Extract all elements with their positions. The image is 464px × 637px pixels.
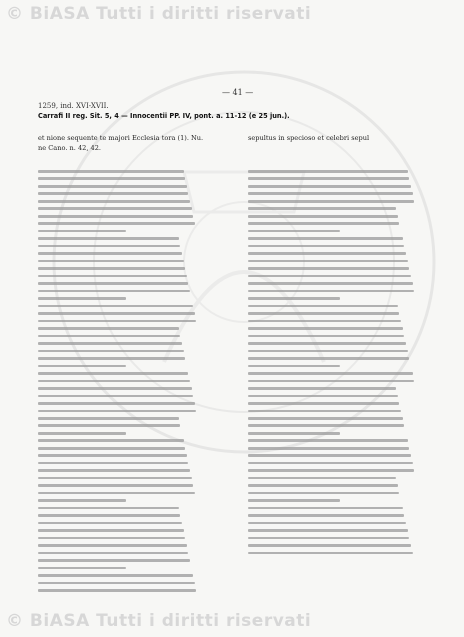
illegible-text-line	[38, 290, 190, 293]
illegible-text-line	[38, 567, 126, 570]
illegible-text-line	[38, 544, 187, 547]
illegible-text-line	[38, 320, 196, 323]
illegible-text-line	[38, 537, 185, 540]
illegible-text-line	[248, 537, 409, 540]
illegible-text-line	[248, 529, 408, 532]
illegible-text-line	[248, 200, 414, 203]
header-date-line: 1259, ind. XVI-XVII.	[38, 102, 109, 110]
illegible-text-line	[38, 395, 193, 398]
illegible-text-line	[38, 559, 190, 562]
illegible-text-line	[38, 312, 195, 315]
illegible-text-line	[38, 230, 126, 233]
illegible-text-line	[248, 454, 411, 457]
illegible-text-line	[38, 417, 179, 420]
illegible-text-line	[38, 342, 182, 345]
illegible-text-line	[38, 192, 188, 195]
illegible-text-line	[38, 260, 184, 263]
intro-right-text: sepultus in specioso et celebri sepul	[248, 134, 370, 142]
illegible-text-line	[248, 484, 398, 487]
illegible-text-line	[38, 222, 195, 225]
illegible-text-line	[248, 290, 414, 293]
page-number: — 41 —	[222, 88, 254, 97]
illegible-text-line	[38, 424, 180, 427]
illegible-text-line	[248, 177, 409, 180]
illegible-text-line	[38, 492, 195, 495]
text-column-right	[248, 170, 416, 565]
illegible-text-line	[38, 237, 179, 240]
illegible-text-line	[248, 350, 408, 353]
illegible-text-line	[248, 552, 413, 555]
illegible-text-line	[248, 327, 403, 330]
illegible-text-line	[248, 492, 399, 495]
illegible-text-line	[248, 297, 340, 300]
illegible-text-line	[38, 477, 192, 480]
illegible-text-line	[248, 522, 406, 525]
illegible-text-line	[248, 469, 414, 472]
illegible-text-line	[38, 207, 192, 210]
illegible-text-line	[38, 335, 180, 338]
illegible-text-line	[38, 552, 188, 555]
illegible-text-line	[248, 372, 413, 375]
illegible-text-line	[248, 260, 408, 263]
illegible-text-line	[248, 507, 403, 510]
illegible-text-line	[38, 582, 195, 585]
illegible-text-line	[38, 245, 180, 248]
illegible-text-line	[248, 185, 411, 188]
illegible-text-line	[38, 484, 193, 487]
illegible-text-line	[248, 544, 411, 547]
illegible-text-line	[248, 439, 408, 442]
watermark-bottom: © BiASA Tutti i diritti riservati	[6, 611, 312, 631]
illegible-text-line	[248, 514, 404, 517]
illegible-text-line	[248, 424, 404, 427]
illegible-text-line	[38, 529, 184, 532]
illegible-text-line	[38, 215, 193, 218]
illegible-text-line	[38, 589, 196, 592]
illegible-text-line	[248, 267, 409, 270]
illegible-text-line	[248, 447, 409, 450]
illegible-text-line	[38, 357, 185, 360]
illegible-text-line	[38, 350, 184, 353]
illegible-text-line	[38, 507, 179, 510]
illegible-text-line	[38, 252, 182, 255]
illegible-text-line	[248, 417, 403, 420]
illegible-text-line	[248, 462, 413, 465]
illegible-text-line	[38, 200, 190, 203]
intro-left-text: et nione sequente te majori Ecclesia tora (1). Nu. ne Cano. n. 42, 42.	[38, 134, 204, 152]
illegible-text-line	[38, 447, 185, 450]
illegible-text-line	[248, 395, 398, 398]
illegible-text-line	[38, 432, 126, 435]
illegible-text-line	[248, 305, 398, 308]
illegible-text-line	[38, 297, 126, 300]
illegible-text-line	[248, 215, 398, 218]
illegible-text-line	[38, 282, 188, 285]
illegible-text-line	[38, 410, 196, 413]
illegible-text-line	[38, 372, 188, 375]
illegible-text-line	[38, 327, 179, 330]
illegible-text-line	[38, 454, 187, 457]
illegible-text-line	[38, 514, 180, 517]
illegible-text-line	[248, 252, 406, 255]
illegible-text-line	[248, 282, 413, 285]
illegible-text-line	[248, 320, 401, 323]
illegible-text-line	[38, 275, 187, 278]
illegible-text-line	[248, 365, 340, 368]
illegible-text-line	[38, 365, 126, 368]
illegible-text-line	[248, 380, 414, 383]
illegible-text-line	[248, 207, 396, 210]
illegible-text-line	[38, 305, 193, 308]
illegible-text-line	[38, 499, 126, 502]
illegible-text-line	[38, 170, 184, 173]
illegible-text-line	[38, 522, 182, 525]
illegible-text-line	[38, 469, 190, 472]
illegible-text-line	[38, 439, 184, 442]
illegible-text-line	[38, 462, 188, 465]
illegible-text-line	[248, 432, 340, 435]
watermark-top: © BiASA Tutti i diritti riservati	[6, 4, 312, 24]
illegible-text-line	[248, 192, 413, 195]
illegible-text-line	[38, 380, 190, 383]
header-title-line: Carrafi II reg. Sit. 5, 4 — Innocentii PP. IV, pont. a. 11-12 (e 25 jun.).	[38, 112, 290, 120]
illegible-text-line	[248, 402, 399, 405]
illegible-text-line	[248, 335, 404, 338]
illegible-text-line	[38, 402, 195, 405]
illegible-text-line	[248, 477, 396, 480]
illegible-text-line	[248, 387, 396, 390]
illegible-text-line	[38, 387, 192, 390]
text-column-left	[38, 170, 198, 600]
illegible-text-line	[248, 312, 399, 315]
illegible-text-line	[248, 237, 403, 240]
illegible-text-line	[248, 275, 411, 278]
illegible-text-line	[38, 177, 185, 180]
illegible-text-line	[248, 230, 340, 233]
illegible-text-line	[248, 222, 399, 225]
illegible-text-line	[248, 170, 408, 173]
illegible-text-line	[38, 267, 185, 270]
illegible-text-line	[38, 185, 187, 188]
illegible-text-line	[248, 245, 404, 248]
illegible-text-line	[248, 410, 401, 413]
illegible-text-line	[248, 499, 340, 502]
illegible-text-line	[248, 342, 406, 345]
illegible-text-line	[248, 357, 409, 360]
illegible-text-line	[38, 574, 193, 577]
